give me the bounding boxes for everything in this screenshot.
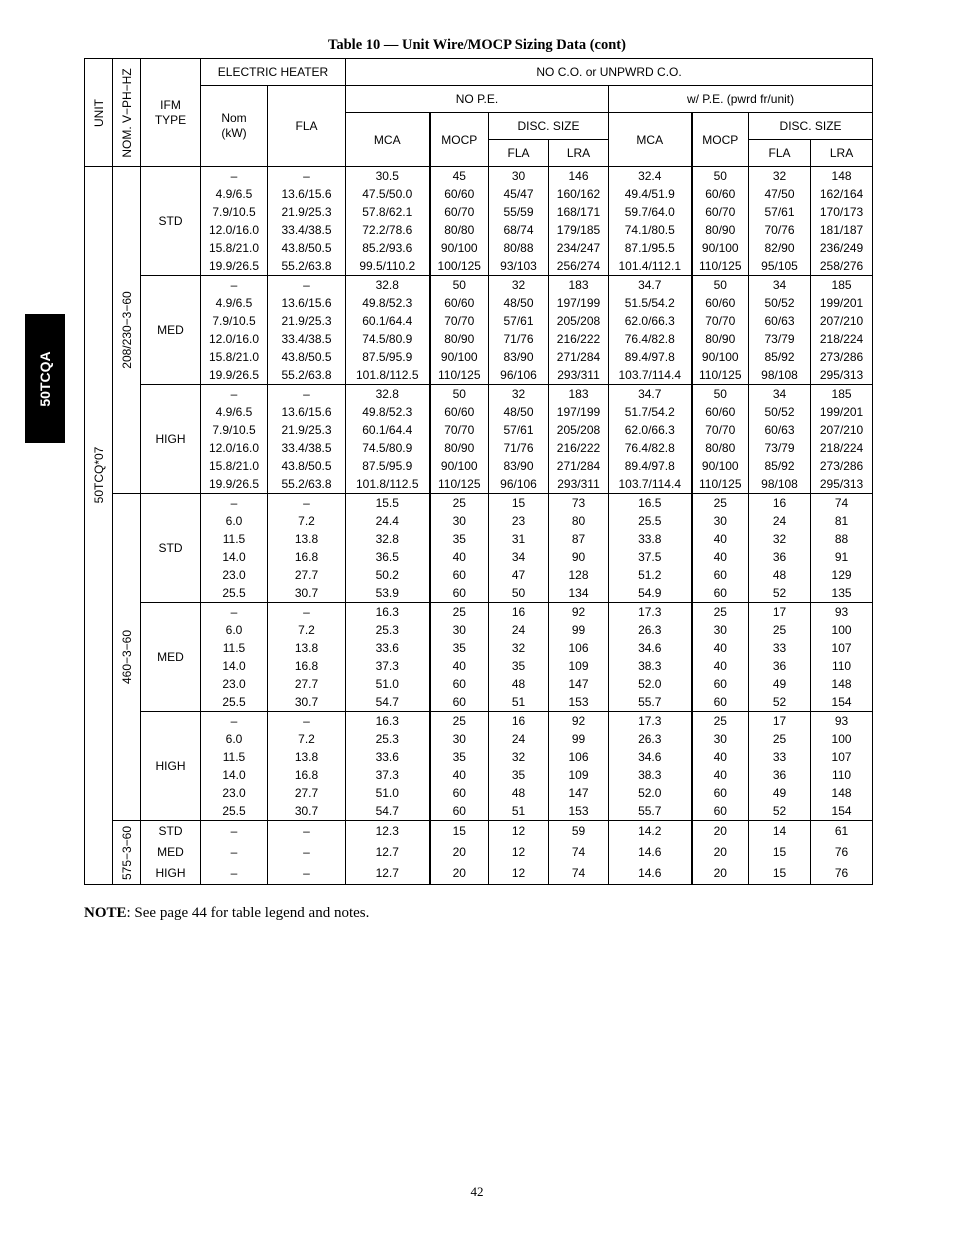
voltage-cell: 460−3−60: [113, 494, 141, 821]
data-cell-wpe-mocp: 25 30 40 40 60 60: [692, 603, 749, 712]
data-cell-nope-mca: 16.3 25.3 33.6 37.3 51.0 54.7: [346, 603, 430, 712]
data-cell-nope-mocp: 15 20 20: [430, 821, 489, 885]
ifm-type-cell: STD: [141, 494, 201, 603]
header-wpe-disc-fla: FLA: [749, 140, 811, 167]
data-cell-fla: – 7.2 13.8 16.8 27.7 30.7: [268, 603, 346, 712]
table-row: [85, 821, 873, 885]
ifm-type-cell: MED: [141, 276, 201, 385]
data-cell-nom-kw: – 6.0 11.5 14.0 23.0 25.5: [201, 603, 268, 712]
data-cell-wpe-fla: 16 24 32 36 48 52: [749, 494, 811, 603]
data-cell-wpe-mca: 17.3 26.3 34.6 38.3 52.0 55.7: [609, 712, 692, 821]
header-wpe-disc-size: DISC. SIZE: [749, 113, 873, 140]
data-cell-nope-mocp: 25 30 35 40 60 60: [430, 712, 489, 821]
data-cell-nom-kw: – 6.0 11.5 14.0 23.0 25.5: [201, 494, 268, 603]
table-body: [85, 167, 873, 885]
sizing-table: [84, 58, 873, 885]
data-cell-wpe-lra: 61 76 76: [811, 821, 873, 885]
data-cell-nope-fla: 15 23 31 34 47 50: [489, 494, 549, 603]
ifm-type-cell: MED: [141, 603, 201, 712]
header-heater-fla: FLA: [268, 86, 346, 167]
header-wpe-mca: MCA: [609, 113, 692, 167]
data-cell-nom-kw: – – –: [201, 821, 268, 885]
data-cell-wpe-lra: 148 162/164 170/173 181/187 236/249 258/276: [811, 167, 873, 276]
table-row: [85, 603, 873, 712]
note-text: : See page 44 for table legend and notes.: [126, 905, 370, 921]
header-unit: UNIT: [85, 59, 113, 167]
data-cell-wpe-lra: 185 199/201 207/210 218/224 273/286 295/313: [811, 276, 873, 385]
data-cell-wpe-mocp: 25 30 40 40 60 60: [692, 712, 749, 821]
data-cell-wpe-mca: 34.7 51.5/54.2 62.0/66.3 76.4/82.8 89.4/97.8 103.7/114.4: [609, 276, 692, 385]
data-cell-fla: – 7.2 13.8 16.8 27.7 30.7: [268, 494, 346, 603]
table-row: [85, 494, 873, 603]
data-cell-wpe-lra: 185 199/201 207/210 218/224 273/286 295/313: [811, 385, 873, 494]
data-cell-wpe-mca: 17.3 26.3 34.6 38.3 52.0 55.7: [609, 603, 692, 712]
header-nope-disc-size: DISC. SIZE: [489, 113, 609, 140]
data-cell-nope-lra: 183 197/199 205/208 216/222 271/284 293/311: [549, 276, 609, 385]
data-cell-wpe-fla: 32 47/50 57/61 70/76 82/90 95/105: [749, 167, 811, 276]
header-electric-heater: ELECTRIC HEATER: [201, 59, 346, 86]
data-cell-nom-kw: – 4.9/6.5 7.9/10.5 12.0/16.0 15.8/21.0 19.9/26.5: [201, 167, 268, 276]
data-cell-nope-mocp: 45 60/60 60/70 80/80 90/100 100/125: [430, 167, 489, 276]
header-w-pe: w/ P.E. (pwrd fr/unit): [609, 86, 873, 113]
data-cell-nope-lra: 146 160/162 168/171 179/185 234/247 256/274: [549, 167, 609, 276]
header-nom-voltage: NOM. V−PH−HZ: [113, 59, 141, 167]
data-cell-nom-kw: – 6.0 11.5 14.0 23.0 25.5: [201, 712, 268, 821]
data-cell-wpe-fla: 17 25 33 36 49 52: [749, 712, 811, 821]
data-cell-nom-kw: – 4.9/6.5 7.9/10.5 12.0/16.0 15.8/21.0 19.9/26.5: [201, 385, 268, 494]
header-nope-disc-fla: FLA: [489, 140, 549, 167]
data-cell-nom-kw: – 4.9/6.5 7.9/10.5 12.0/16.0 15.8/21.0 19.9/26.5: [201, 276, 268, 385]
data-cell-nope-mca: 32.8 49.8/52.3 60.1/64.4 74.5/80.9 87.5/95.9 101.8/112.5: [346, 276, 430, 385]
data-cell-nope-fla: 30 45/47 55/59 68/74 80/88 93/103: [489, 167, 549, 276]
side-tab: [25, 314, 65, 443]
data-cell-nope-mca: 16.3 25.3 33.6 37.3 51.0 54.7: [346, 712, 430, 821]
data-cell-wpe-mca: 14.2 14.6 14.6: [609, 821, 692, 885]
data-cell-wpe-mca: 32.4 49.4/51.9 59.7/64.0 74.1/80.5 87.1/95.5 101.4/112.1: [609, 167, 692, 276]
data-cell-nope-fla: 16 24 32 35 48 51: [489, 712, 549, 821]
data-cell-wpe-mca: 16.5 25.5 33.8 37.5 51.2 54.9: [609, 494, 692, 603]
data-cell-nope-lra: 73 80 87 90 128 134: [549, 494, 609, 603]
data-cell-nope-fla: 32 48/50 57/61 71/76 83/90 96/106: [489, 385, 549, 494]
data-cell-nope-fla: 12 12 12: [489, 821, 549, 885]
data-cell-nope-lra: 59 74 74: [549, 821, 609, 885]
unit-cell: 50TCQ*07: [85, 167, 113, 885]
header-no-pe: NO P.E.: [346, 86, 609, 113]
page-number: 42: [470, 1184, 484, 1199]
data-cell-wpe-mocp: 20 20 20: [692, 821, 749, 885]
data-cell-fla: – 13.6/15.6 21.9/25.3 33.4/38.5 43.8/50.5 55.2/63.8: [268, 167, 346, 276]
data-cell-wpe-mocp: 25 30 40 40 60 60: [692, 494, 749, 603]
ifm-type-cell: HIGH: [141, 385, 201, 494]
table-title: Table 10 — Unit Wire/MOCP Sizing Data (cont): [328, 37, 626, 53]
data-cell-nope-fla: 16 24 32 35 48 51: [489, 603, 549, 712]
ifm-type-cell: HIGH: [141, 712, 201, 821]
table-row: [85, 167, 873, 276]
side-tab-label: 50TCQA: [37, 350, 53, 407]
header-ifm-type: IFM TYPE: [141, 59, 201, 167]
data-cell-nope-mca: 30.5 47.5/50.0 57.8/62.1 72.2/78.6 85.2/93.6 99.5/110.2: [346, 167, 430, 276]
data-cell-nope-mca: 12.3 12.7 12.7: [346, 821, 430, 885]
header-wpe-mocp: MOCP: [692, 113, 749, 167]
header-no-co: NO C.O. or UNPWRD C.O.: [346, 59, 873, 86]
header-nope-disc-lra: LRA: [549, 140, 609, 167]
table-row: [85, 385, 873, 494]
data-cell-nope-lra: 92 99 106 109 147 153: [549, 712, 609, 821]
data-cell-nope-mca: 15.5 24.4 32.8 36.5 50.2 53.9: [346, 494, 430, 603]
data-cell-wpe-lra: 93 100 107 110 148 154: [811, 603, 873, 712]
data-cell-wpe-lra: 74 81 88 91 129 135: [811, 494, 873, 603]
data-cell-wpe-fla: 17 25 33 36 49 52: [749, 603, 811, 712]
header-wpe-disc-lra: LRA: [811, 140, 873, 167]
data-cell-wpe-fla: 34 50/52 60/63 73/79 85/92 98/108: [749, 385, 811, 494]
data-cell-wpe-mocp: 50 60/60 70/70 80/90 90/100 110/125: [692, 276, 749, 385]
data-cell-nope-mocp: 50 60/60 70/70 80/90 90/100 110/125: [430, 385, 489, 494]
data-cell-nope-mocp: 25 30 35 40 60 60: [430, 603, 489, 712]
ifm-type-cell: STD MED HIGH: [141, 821, 201, 885]
header-nope-mocp: MOCP: [430, 113, 489, 167]
data-cell-fla: – – –: [268, 821, 346, 885]
header-nom-kw: Nom (kW): [201, 86, 268, 167]
ifm-type-cell: STD: [141, 167, 201, 276]
data-cell-wpe-fla: 14 15 15: [749, 821, 811, 885]
table-row: [85, 276, 873, 385]
data-cell-fla: – 7.2 13.8 16.8 27.7 30.7: [268, 712, 346, 821]
data-cell-wpe-mca: 34.7 51.7/54.2 62.0/66.3 76.4/82.8 89.4/97.8 103.7/114.4: [609, 385, 692, 494]
voltage-cell: 208/230−3−60: [113, 167, 141, 494]
data-cell-nope-lra: 183 197/199 205/208 216/222 271/284 293/311: [549, 385, 609, 494]
data-cell-wpe-lra: 93 100 107 110 148 154: [811, 712, 873, 821]
table-note: [84, 905, 369, 922]
header-nope-mca: MCA: [346, 113, 430, 167]
table-row: [85, 712, 873, 821]
data-cell-nope-lra: 92 99 106 109 147 153: [549, 603, 609, 712]
data-cell-wpe-fla: 34 50/52 60/63 73/79 85/92 98/108: [749, 276, 811, 385]
data-cell-nope-fla: 32 48/50 57/61 71/76 83/90 96/106: [489, 276, 549, 385]
data-cell-nope-mocp: 50 60/60 70/70 80/90 90/100 110/125: [430, 276, 489, 385]
data-cell-fla: – 13.6/15.6 21.9/25.3 33.4/38.5 43.8/50.5 55.2/63.8: [268, 385, 346, 494]
data-cell-nope-mca: 32.8 49.8/52.3 60.1/64.4 74.5/80.9 87.5/95.9 101.8/112.5: [346, 385, 430, 494]
data-cell-wpe-mocp: 50 60/60 60/70 80/90 90/100 110/125: [692, 167, 749, 276]
note-label: NOTE: [84, 905, 127, 921]
data-cell-wpe-mocp: 50 60/60 70/70 80/80 90/100 110/125: [692, 385, 749, 494]
data-cell-fla: – 13.6/15.6 21.9/25.3 33.4/38.5 43.8/50.5 55.2/63.8: [268, 276, 346, 385]
voltage-cell: 575−3−60: [113, 821, 141, 885]
data-cell-nope-mocp: 25 30 35 40 60 60: [430, 494, 489, 603]
